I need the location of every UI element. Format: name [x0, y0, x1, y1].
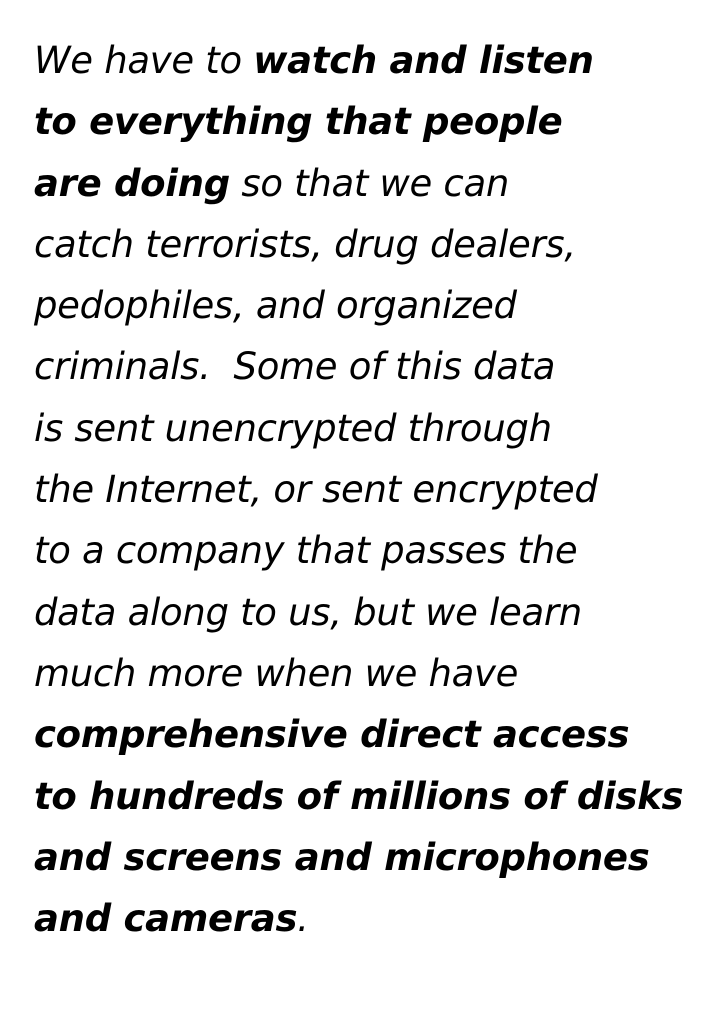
- emphasis-run: to everything that people: [34, 100, 563, 144]
- text-line: [34, 582, 704, 643]
- text-line: [34, 766, 704, 827]
- text-line: [34, 827, 704, 888]
- text-run: so that we can: [229, 161, 509, 205]
- text-line: [34, 30, 704, 91]
- text-line: [34, 214, 704, 275]
- emphasis-run: watch and listen: [253, 39, 594, 82]
- text-run: is sent unencrypted through: [34, 406, 552, 450]
- text-run: data along to us, but we learn: [34, 590, 582, 634]
- text-run: criminals. Some of this data: [34, 345, 556, 389]
- text-run: much more when we have: [34, 651, 519, 695]
- text-line: [34, 888, 704, 949]
- text-line: [34, 459, 704, 520]
- text-line: [34, 336, 704, 397]
- text-run: to a company that passes the: [34, 529, 578, 573]
- emphasis-run: and screens and microphones: [34, 835, 650, 879]
- text-line: [34, 153, 704, 214]
- text-line: [34, 275, 704, 336]
- text-run: pedophiles, and organized: [34, 284, 517, 328]
- text-line: [34, 704, 704, 765]
- text-line: [34, 91, 704, 152]
- emphasis-run: are doing: [34, 161, 230, 205]
- text-run: catch terrorists, drug dealers,: [34, 222, 576, 266]
- text-line: [34, 520, 704, 581]
- emphasis-run: comprehensive direct access: [34, 713, 630, 757]
- quote-paragraph: [34, 30, 704, 949]
- text-run: We have to: [34, 39, 254, 82]
- text-line: [34, 398, 704, 459]
- text-run: .: [297, 897, 309, 941]
- emphasis-run: to hundreds of millions of disks: [34, 774, 684, 818]
- text-run: the Internet, or sent encrypted: [34, 468, 598, 512]
- text-line: [34, 643, 704, 704]
- emphasis-run: and cameras: [34, 897, 298, 941]
